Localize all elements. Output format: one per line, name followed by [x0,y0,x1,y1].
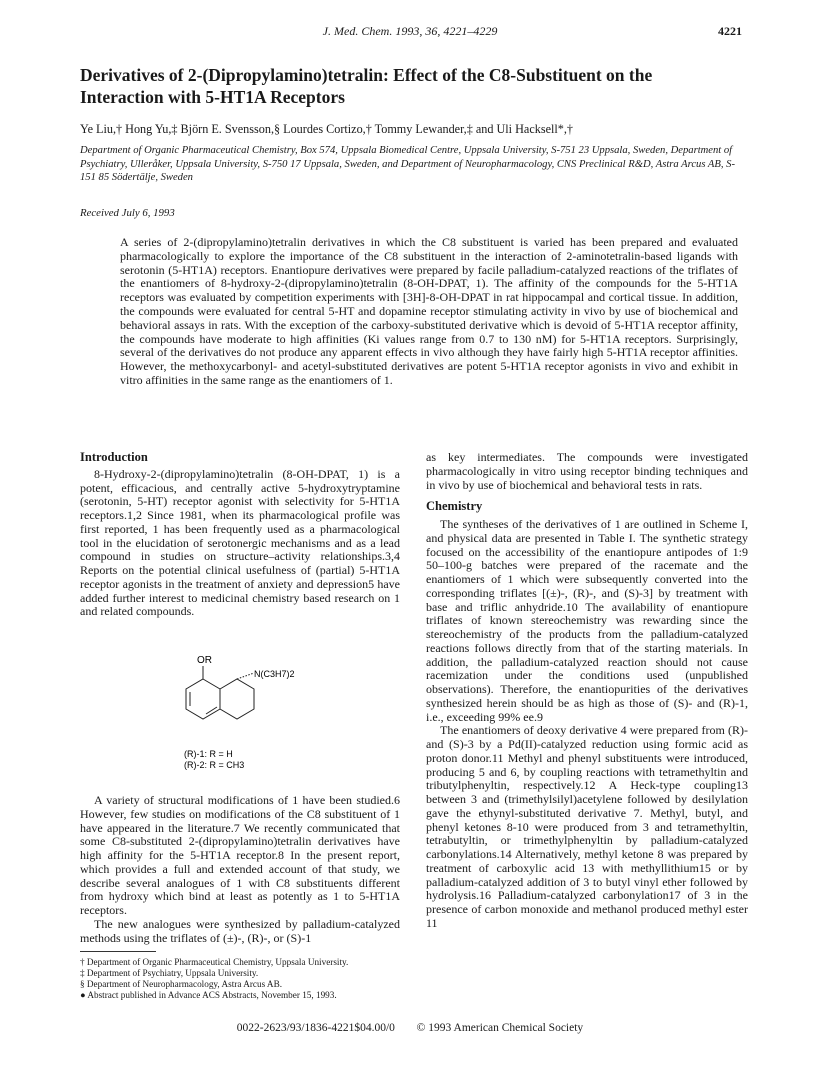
chemistry-heading: Chemistry [426,499,483,514]
footnote-2: ‡ Department of Psychiatry, Uppsala University. [80,968,259,978]
structure-caption-1: (R)-1: R = H [184,749,233,759]
footnote-rule [80,951,156,952]
footnote-3: § Department of Neuropharmacology, Astra Arcus AB. [80,979,282,989]
copyright: © 1993 American Chemical Society [416,1022,584,1034]
structure-amine-label: N(C3H7)2 [254,669,295,679]
intro-paragraph-2: A variety of structural modifications of 1 have been studied.6 However, few studies on modifications of the C8 substituent of 1 have appeared in the literature.7 We recently communicated that some C8-substituted 2-(dipropylamino)tetralin derivatives have high affinity for the 5-HT1A receptor.8 In the present report, which provides a full and extended account of that study, we describe several analogues of 1 with C8 substituents different from hydroxy which bind at least as potently as 1 to 5-HT1A receptors. [80,793,400,917]
article-code: 0022-2623/93/1836-4221$04.00/0 [236,1022,395,1034]
intro-paragraph-1: 8-Hydroxy-2-(dipropylamino)tetralin (8-OH-DPAT, 1) is a potent, efficacious, and centrally active 5-hydroxytryptamine (serotonin, 5-HT) receptor agonist with selectivity for 5-HT1A receptors.1,2 Since 1981, when its pharmacological profile was first reported, 1 has been frequently used as a pharmacological tool in the elucidation of serotonergic mechanisms and as a lead compound in studies on structure–activity relationships.3,4 Reports on the potential clinical usefulness of (partial) 5-HT1A receptor agonists in the treatment of anxiety and depression5 have added further interest to medicinal chemistry based research on 1 and related compounds. [80,466,400,619]
article-title: Derivatives of 2-(Dipropylamino)tetralin: Effect of the C8-Substituent on the Interaction with 5-HT1A Receptors [80,65,653,107]
abstract: A series of 2-(dipropylamino)tetralin derivatives in which the C8 substituent is varied has been prepared and evaluated pharmacologically to explore the importance of the C8 substituent in the interaction of 2-aminotetralin-based ligands with serotonin (5-HT1A) receptors. Enantiopure derivatives were prepared by facile palladium-catalyzed reactions of the triflates of the enantiomers of 8-hydroxy-2-(dipropylamino)tetralin (8-OH-DPAT, 1). The affinity of the compounds for the 5-HT1A receptors was evaluated by competition experiments with [3H]-8-OH-DPAT in rat hippocampal and cortical tissue. In addition, the compounds were evaluated for central 5-HT and dopamine receptor stimulating activity in vivo by use of biochemical and behavioral assays in rats. With the exception of the carboxy-substituted derivative which is devoid of 5-HT1A receptor affinity, the compounds have moderate to high affinities (Ki values range from 0.7 to 130 nM) for 5-HT1A receptors. Surprisingly, several of the derivatives do not produce any apparent effects in vivo although they have fairly high 5-HT1A receptor affinities. However, the methoxycarbonyl- and acetyl-substituted derivatives are potent 5-HT1A receptor agonists in vivo and exhibit in vitro affinities in the same range as the enantiomers of 1. [120,235,738,387]
structure-caption-2: (R)-2: R = CH3 [184,760,245,770]
intro-continued [80,794,400,945]
footnote-1: † Department of Organic Pharmaceutical Chemistry, Uppsala University. [80,957,349,967]
page-number: 4221 [718,24,742,38]
intro-paragraph-3: The new analogues were synthesized by palladium-catalyzed methods using the triflates of (±)-, (R)-, or (S)-1 [80,916,400,945]
intro-paragraph-continued: as key intermediates. The compounds were investigated pharmacologically in vitro using receptor binding techniques and in vivo by use of biochemical and behavioral tests in rats. [426,450,748,492]
page-footer [0,1022,820,1034]
footnote-4: ● Abstract published in Advance ACS Abstracts, November 15, 1993. [80,990,337,1000]
intro-section [80,451,400,619]
received-date: Received July 6, 1993 [80,207,175,219]
chemistry-paragraph-2: The enantiomers of deoxy derivative 4 were prepared from (R)- and (S)-3 by a Pd(II)-catalyzed reduction using formic acid as proton donor.11 Methyl and phenyl substituents were introduced, producing 5 and 6, by coupling reactions with tetramethyltin and tributylphenyltin, respectively.12 A Heck-type coupling13 between 3 and (trimethylsilyl)acetylene followed by desilylation gave the ethynyl-substituted derivative 7. Methyl, butyl, and phenyl ketones 8-10 were produced from 3 and tetramethyltin, tetrabutyltin, or trimethylphenyltin by palladium-catalyzed carbonylations.14 Alternatively, methyl ketone 8 was prepared by treatment of carboxylic acid 13 with methyllithium15 or by palladium-catalyzed addition of 3 to butyl vinyl ether followed by hydrolysis.16 Palladium-catalyzed carbonylation17 of 3 in the presence of carbon monoxide and methanol produced methyl ester 11 [426,723,748,930]
footnotes [80,957,400,1001]
chemical-structure [168,651,318,783]
affiliations: Department of Organic Pharmaceutical Chemistry, Box 574, Uppsala Biomedical Centre, Uppsala University, S-751 23 Uppsala, Sweden, Department of Psychiatry, Ulleråker, Uppsala University, S-750 17 Uppsala, Sweden, and Department of Neuropharmacology, CNS Preclinical R&D, Astra Arcus AB, S-151 85 Södertälje, Sweden [80,145,735,183]
author-list: Ye Liu,† Hong Yu,‡ Björn E. Svensson,§ Lourdes Cortizo,† Tommy Lewander,‡ and Uli Hacksell*,† [80,122,573,136]
intro-heading: Introduction [80,450,148,464]
chemistry-paragraph-1: The syntheses of the derivatives of 1 are outlined in Scheme I, and physical data are presented in Table I. The synthetic strategy focused on the accessibility of the enantiopure antipodes of 1:9 50–100-g batches were prepared of the racemate and the enantiomers of 1 which were subsequently converted into the corresponding triflates [(±)-, (R)-, and (S)-3] by treatment with base and triflic anhydride.10 The availability of enantiopure triflates of known stereochemistry was rewarding since the stereochemistry of the products from the palladium-catalyzed reactions follows directly from that of the starting materials. In addition, the palladium-catalyzed reaction should not cause racemization under the conditions used (unpublished observations). Therefore, the enantiopurities of the derivatives synthesized herein should be as high as those of (S)- and (R)-1, i.e., exceeding 99% ee.9 [426,517,748,724]
right-column [426,451,748,931]
structure-or-label: OR [197,655,212,666]
journal-header: J. Med. Chem. 1993, 36, 4221–4229 [322,24,498,38]
